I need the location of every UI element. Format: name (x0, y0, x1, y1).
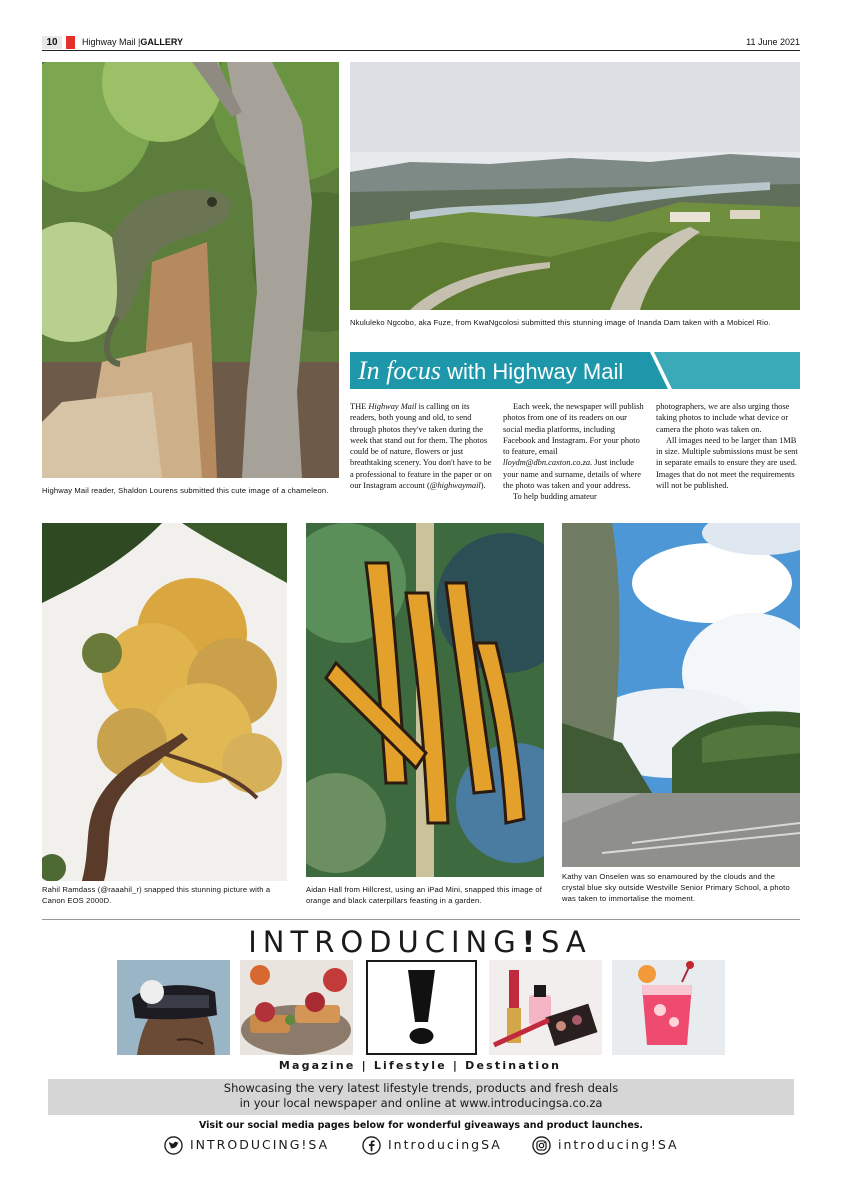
section-divider (42, 919, 800, 920)
instagram-link[interactable] (532, 1135, 679, 1155)
tree-caption: Rahil Ramdass (@raaahil_r) snapped this stunning picture with a Canon EOS 2000D. (42, 885, 271, 905)
facebook-handle: IntroducingSA (388, 1137, 502, 1152)
section-color-tab (66, 36, 75, 49)
instagram-handle: introducing!SA (558, 1137, 679, 1152)
running-head: Highway Mail |GALLERY (82, 37, 184, 47)
ad-tagline: Magazine | Lifestyle | Destination (278, 1059, 562, 1072)
in-focus-title-rest: with Highway Mail (441, 359, 624, 384)
vr-headset-photo (117, 960, 230, 1055)
col2-text-b: . Just include your name and surname, details of where the photo was taken and your address. (503, 458, 641, 490)
col3-paragraph-1: photographers, we are also urging those taking photos to include what device or camera the photo was taken on. (656, 402, 790, 434)
article-column-3 (656, 401, 800, 491)
col1-text-b: is calling on its readers, both young and old, to send through photos they've taken during the week that stand out for them. The photos could be of nature, flowers or just breathtaking scenery. You don't have to be a professional to feature in the paper or on our Instagram account ( (350, 402, 492, 490)
col3-paragraph-2: All images need to be larger than 1MB in size. Multiple submissions must be sent in separate emails to ensure they are used. Images that do not meet the requirements will not be published. (656, 435, 798, 490)
ad-info-text (48, 1081, 794, 1111)
in-focus-title (358, 352, 623, 389)
chameleon-photo (42, 62, 339, 478)
instagram-handle: @highwaymail (429, 480, 481, 490)
food-platter-photo (240, 960, 353, 1055)
dam-caption: Nkululeko Ngcobo, aka Fuze, from KwaNgcolosi submitted this stunning image of Inanda Dam taken with a Mobicel Rio. (350, 318, 771, 327)
ad-social-prompt: Visit our social media pages below for wonderful giveaways and product launches. (198, 1120, 644, 1131)
col1-text-a: THE (350, 402, 369, 411)
header-rule (42, 50, 800, 51)
twitter-handle: INTRODUCING!SA (190, 1137, 330, 1152)
ad-info-line-2: in your local newspaper and online at www.introducingsa.co.za (239, 1096, 603, 1110)
logo-exclamation: ! (521, 925, 541, 959)
dam-photo (350, 62, 800, 310)
issue-date: 11 June 2021 (746, 37, 800, 47)
instagram-icon (532, 1136, 551, 1155)
clouds-caption: Kathy van Onselen was so enamoured by the clouds and the crystal blue sky outside Westville Senior Primary School, a photo was taken to immortalise the moment. (562, 872, 790, 903)
ad-info-line-1: Showcasing the very latest lifestyle trends, products and fresh deals (223, 1081, 619, 1095)
article-column-1 (350, 401, 493, 491)
section-name: GALLERY (140, 37, 184, 47)
col2-text-a: Each week, the newspaper will publish photos from one of its readers on our social media platforms, including Facebook and Instagram. For your photo to feature, email (503, 402, 644, 456)
col2-paragraph-2: To help budding amateur (513, 492, 597, 501)
page-number: 10 (42, 36, 62, 49)
cocktail-photo (612, 960, 725, 1055)
facebook-link[interactable] (362, 1135, 502, 1155)
logo-sa: SA (540, 925, 592, 959)
cosmetics-photo (489, 960, 602, 1055)
caterpillars-caption: Aidan Hall from Hillcrest, using an iPad Mini, snapped this image of orange and black caterpillars feasting in a garden. (306, 885, 543, 905)
logo-word: INTRODUCING (248, 925, 522, 959)
flowering-tree-photo (42, 523, 287, 881)
submission-email: lloydm@dbn.caxton.co.za (503, 458, 591, 468)
facebook-icon (362, 1136, 381, 1155)
twitter-icon (164, 1136, 183, 1155)
article-column-2 (503, 401, 646, 502)
publication-name: Highway Mail (82, 37, 136, 47)
exclamation-logo (366, 960, 477, 1055)
introducingsa-logo (120, 924, 720, 960)
chameleon-caption: Highway Mail reader, Shaldon Lourens submitted this cute image of a chameleon. (42, 486, 329, 495)
col1-text-c: ). (480, 480, 486, 490)
col1-paper-name: Highway Mail (368, 402, 417, 411)
caterpillars-photo (306, 523, 544, 877)
twitter-link[interactable] (164, 1135, 329, 1155)
in-focus-script: In focus (358, 356, 442, 385)
clouds-photo (562, 523, 800, 867)
